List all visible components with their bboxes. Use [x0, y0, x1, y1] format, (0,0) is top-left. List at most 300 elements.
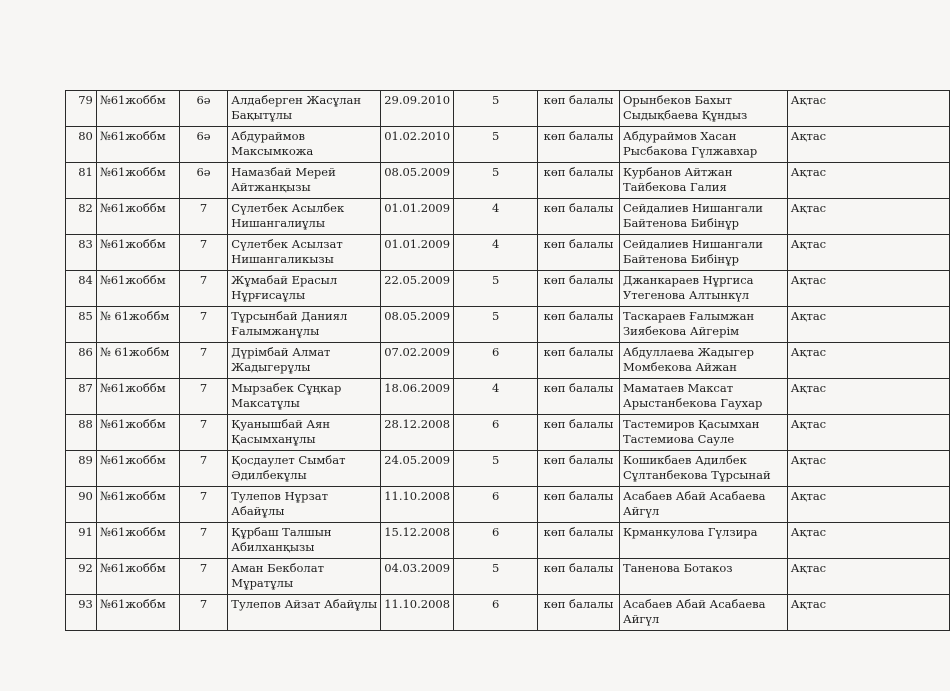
school-text: №61жоббм — [99, 561, 166, 575]
birth-date-cell — [381, 523, 454, 559]
student-name-text: Тұрсынбай Даниял — [231, 309, 348, 323]
grade-cell — [179, 271, 228, 307]
family-status-text: көп балалы — [543, 381, 614, 395]
family-status-cell — [538, 595, 620, 631]
children-count-text: 5 — [491, 93, 500, 107]
region-text: Ақтас — [790, 165, 827, 179]
children-count-cell — [454, 523, 538, 559]
region-cell — [787, 91, 949, 127]
children-count-cell — [454, 163, 538, 199]
row-number — [66, 415, 97, 451]
table-row — [66, 235, 950, 271]
family-status-cell — [538, 307, 620, 343]
region-text: Ақтас — [790, 345, 827, 359]
children-count-text: 6 — [491, 597, 500, 611]
school-text: №61жоббм — [99, 417, 166, 431]
table-row — [66, 379, 950, 415]
region-text: Ақтас — [790, 525, 827, 539]
family-status-cell — [538, 523, 620, 559]
birth-date-text: 15.12.2008 — [384, 525, 451, 539]
student-name-text: Алдаберген Жасұлан — [231, 93, 362, 107]
student-name-text: Мырзабек Сұңкар — [231, 381, 342, 395]
student-name-text: Нишангаликызы — [231, 252, 334, 266]
row-number-text: 91 — [78, 525, 93, 539]
school-cell — [96, 163, 179, 199]
parents-text: Айгүл — [623, 504, 660, 518]
student-name-text: Құрбаш Талшын — [231, 525, 332, 539]
region-text: Ақтас — [790, 597, 827, 611]
grade-text: 7 — [199, 201, 208, 215]
region-cell — [787, 127, 949, 163]
student-name-text: Сүлетбек Асылзат — [231, 237, 343, 251]
school-text: №61жоббм — [99, 597, 166, 611]
grade-cell — [179, 91, 228, 127]
row-number — [66, 199, 97, 235]
school-text: № 61жоббм — [99, 309, 170, 323]
birth-date-cell — [381, 235, 454, 271]
family-status-text: көп балалы — [543, 201, 614, 215]
grade-text: 7 — [199, 309, 208, 323]
table-row — [66, 487, 950, 523]
table-row — [66, 163, 950, 199]
region-cell — [787, 199, 949, 235]
grade-text: 7 — [199, 597, 208, 611]
parents-text: Рысбакова Гүлжавхар — [623, 144, 758, 158]
region-text: Ақтас — [790, 201, 827, 215]
grade-cell — [179, 199, 228, 235]
row-number — [66, 127, 97, 163]
region-cell — [787, 559, 949, 595]
grade-text: 7 — [199, 489, 208, 503]
grade-text: 7 — [199, 525, 208, 539]
birth-date-text: 24.05.2009 — [384, 453, 451, 467]
table-row — [66, 559, 950, 595]
school-cell — [96, 91, 179, 127]
birth-date-cell — [381, 91, 454, 127]
parents-text: Орынбеков Бахыт — [623, 93, 732, 107]
family-status-cell — [538, 451, 620, 487]
region-text: Ақтас — [790, 489, 827, 503]
family-status-text: көп балалы — [543, 525, 614, 539]
parents-text: Тайбекова Галия — [623, 180, 727, 194]
row-number-text: 92 — [78, 561, 93, 575]
region-cell — [787, 379, 949, 415]
school-cell — [96, 379, 179, 415]
students-table-body — [66, 91, 950, 631]
region-text: Ақтас — [790, 237, 827, 251]
school-text: №61жоббм — [99, 489, 166, 503]
school-text: №61жоббм — [99, 237, 166, 251]
family-status-text: көп балалы — [543, 597, 614, 611]
parents-text: Сұлтанбекова Тұрсынай — [623, 468, 771, 482]
birth-date-cell — [381, 379, 454, 415]
school-cell — [96, 271, 179, 307]
birth-date-text: 29.09.2010 — [384, 93, 451, 107]
family-status-text: көп балалы — [543, 309, 614, 323]
birth-date-cell — [381, 415, 454, 451]
children-count-cell — [454, 199, 538, 235]
region-cell — [787, 415, 949, 451]
region-text: Ақтас — [790, 273, 827, 287]
parents-cell — [620, 559, 788, 595]
student-name-text: Дүрімбай Алмат — [231, 345, 331, 359]
row-number — [66, 595, 97, 631]
grade-cell — [179, 559, 228, 595]
grade-text: 7 — [199, 417, 208, 431]
family-status-text: көп балалы — [543, 129, 614, 143]
family-status-cell — [538, 487, 620, 523]
children-count-cell — [454, 91, 538, 127]
birth-date-cell — [381, 127, 454, 163]
region-text: Ақтас — [790, 561, 827, 575]
parents-cell — [620, 487, 788, 523]
parents-cell — [620, 127, 788, 163]
children-count-text: 6 — [491, 525, 500, 539]
parents-cell — [620, 595, 788, 631]
student-name-text: Намазбай Мерей — [231, 165, 336, 179]
children-count-text: 6 — [491, 489, 500, 503]
student-name-cell — [228, 559, 381, 595]
parents-cell — [620, 451, 788, 487]
grade-text: 7 — [199, 273, 208, 287]
school-cell — [96, 451, 179, 487]
school-cell — [96, 343, 179, 379]
row-number — [66, 451, 97, 487]
student-name-text: Ғалымжанұлы — [231, 324, 320, 338]
student-name-text: Қосдаулет Сымбат — [231, 453, 346, 467]
row-number-text: 86 — [78, 345, 93, 359]
children-count-cell — [454, 559, 538, 595]
family-status-cell — [538, 559, 620, 595]
grade-cell — [179, 235, 228, 271]
region-text: Ақтас — [790, 309, 827, 323]
row-number-text: 88 — [78, 417, 93, 431]
region-cell — [787, 235, 949, 271]
grade-cell — [179, 343, 228, 379]
grade-text: 7 — [199, 381, 208, 395]
row-number — [66, 307, 97, 343]
row-number — [66, 235, 97, 271]
family-status-cell — [538, 91, 620, 127]
parents-text: Байтенова Бибінұр — [623, 252, 739, 266]
row-number-text: 82 — [78, 201, 93, 215]
family-status-text: көп балалы — [543, 165, 614, 179]
student-name-text: Абилханқызы — [231, 540, 315, 554]
school-text: №61жоббм — [99, 453, 166, 467]
school-cell — [96, 559, 179, 595]
grade-cell — [179, 163, 228, 199]
parents-text: Курбанов Айтжан — [623, 165, 733, 179]
school-cell — [96, 199, 179, 235]
school-cell — [96, 235, 179, 271]
student-name-cell — [228, 595, 381, 631]
parents-cell — [620, 235, 788, 271]
student-name-text: Жадыгерұлы — [231, 360, 311, 374]
row-number-text: 85 — [78, 309, 93, 323]
region-cell — [787, 163, 949, 199]
student-name-cell — [228, 199, 381, 235]
student-name-text: Жұмабай Ерасыл — [231, 273, 338, 287]
school-text: №61жоббм — [99, 525, 166, 539]
grade-cell — [179, 451, 228, 487]
children-count-cell — [454, 595, 538, 631]
region-text: Ақтас — [790, 417, 827, 431]
student-name-text: Әдилбекұлы — [231, 468, 307, 482]
grade-cell — [179, 595, 228, 631]
grade-text: 7 — [199, 237, 208, 251]
student-name-text: Нишангалиұлы — [231, 216, 326, 230]
student-name-text: Мұратұлы — [231, 576, 294, 590]
student-name-cell — [228, 235, 381, 271]
region-cell — [787, 343, 949, 379]
student-name-cell — [228, 343, 381, 379]
parents-text: Абдуллаева Жадыгер — [623, 345, 754, 359]
student-name-cell — [228, 163, 381, 199]
row-number — [66, 523, 97, 559]
table-row — [66, 307, 950, 343]
children-count-text: 5 — [491, 453, 500, 467]
family-status-cell — [538, 235, 620, 271]
family-status-cell — [538, 379, 620, 415]
table-row — [66, 343, 950, 379]
student-name-text: Абайұлы — [231, 504, 285, 518]
parents-text: Джанкараев Нұргиса — [623, 273, 754, 287]
children-count-cell — [454, 271, 538, 307]
table-row — [66, 127, 950, 163]
birth-date-cell — [381, 559, 454, 595]
parents-text: Таскараев Ғалымжан — [623, 309, 755, 323]
grade-text: 6ә — [196, 129, 211, 143]
parents-text: Кошикбаев Адилбек — [623, 453, 747, 467]
student-name-text: Тулепов Нұрзат — [231, 489, 328, 503]
birth-date-text: 28.12.2008 — [384, 417, 451, 431]
parents-text: Байтенова Бибінұр — [623, 216, 739, 230]
student-name-text: Максатұлы — [231, 396, 300, 410]
row-number-text: 89 — [78, 453, 93, 467]
table-row — [66, 91, 950, 127]
grade-text: 7 — [199, 561, 208, 575]
row-number-text: 84 — [78, 273, 93, 287]
parents-cell — [620, 523, 788, 559]
row-number — [66, 163, 97, 199]
parents-text: Зиябекова Айгерім — [623, 324, 740, 338]
parents-text: Тастемиров Қасымхан — [623, 417, 760, 431]
birth-date-text: 18.06.2009 — [384, 381, 451, 395]
grade-text: 7 — [199, 453, 208, 467]
family-status-text: көп балалы — [543, 93, 614, 107]
row-number — [66, 91, 97, 127]
student-name-cell — [228, 379, 381, 415]
parents-text: Тастемиова Сауле — [623, 432, 735, 446]
row-number — [66, 487, 97, 523]
parents-text: Крманкулова Гүлзира — [623, 525, 758, 539]
children-count-cell — [454, 415, 538, 451]
student-name-cell — [228, 271, 381, 307]
school-text: №61жоббм — [99, 129, 166, 143]
student-name-text: Сүлетбек Асылбек — [231, 201, 345, 215]
family-status-text: көп балалы — [543, 453, 614, 467]
birth-date-cell — [381, 451, 454, 487]
parents-text: Сыдықбаева Құндыз — [623, 108, 748, 122]
grade-cell — [179, 523, 228, 559]
student-name-cell — [228, 127, 381, 163]
family-status-text: көп балалы — [543, 237, 614, 251]
parents-text: Айгүл — [623, 612, 660, 626]
student-name-text: Максымкожа — [231, 144, 314, 158]
family-status-text: көп балалы — [543, 489, 614, 503]
family-status-cell — [538, 415, 620, 451]
region-cell — [787, 595, 949, 631]
grade-cell — [179, 487, 228, 523]
family-status-cell — [538, 343, 620, 379]
table-row — [66, 523, 950, 559]
student-name-cell — [228, 523, 381, 559]
row-number-text: 90 — [78, 489, 93, 503]
table-row — [66, 199, 950, 235]
family-status-text: көп балалы — [543, 561, 614, 575]
birth-date-text: 08.05.2009 — [384, 309, 451, 323]
region-cell — [787, 523, 949, 559]
birth-date-cell — [381, 271, 454, 307]
school-cell — [96, 487, 179, 523]
birth-date-cell — [381, 595, 454, 631]
children-count-text: 4 — [491, 201, 500, 215]
family-status-cell — [538, 271, 620, 307]
children-count-text: 6 — [491, 345, 500, 359]
birth-date-text: 11.10.2008 — [384, 597, 451, 611]
children-count-cell — [454, 451, 538, 487]
student-name-cell — [228, 487, 381, 523]
family-status-cell — [538, 127, 620, 163]
school-cell — [96, 127, 179, 163]
parents-text: Сейдалиев Нишангали — [623, 201, 763, 215]
students-table — [65, 90, 950, 631]
parents-cell — [620, 91, 788, 127]
grade-text: 6ә — [196, 165, 211, 179]
grade-cell — [179, 127, 228, 163]
parents-cell — [620, 379, 788, 415]
row-number-text: 79 — [78, 93, 93, 107]
birth-date-text: 11.10.2008 — [384, 489, 451, 503]
children-count-text: 5 — [491, 165, 500, 179]
region-text: Ақтас — [790, 453, 827, 467]
row-number-text: 81 — [78, 165, 93, 179]
children-count-cell — [454, 379, 538, 415]
row-number-text: 80 — [78, 129, 93, 143]
student-name-text: Бақытұлы — [231, 108, 293, 122]
table-row — [66, 271, 950, 307]
children-count-cell — [454, 307, 538, 343]
children-count-text: 5 — [491, 273, 500, 287]
student-name-text: Қуанышбай Аян — [231, 417, 331, 431]
row-number-text: 83 — [78, 237, 93, 251]
student-name-cell — [228, 451, 381, 487]
grade-text: 6ә — [196, 93, 211, 107]
student-name-text: Айтжанқызы — [231, 180, 311, 194]
school-cell — [96, 415, 179, 451]
student-name-cell — [228, 91, 381, 127]
school-text: №61жоббм — [99, 381, 166, 395]
row-number — [66, 343, 97, 379]
birth-date-cell — [381, 163, 454, 199]
parents-text: Сейдалиев Нишангали — [623, 237, 763, 251]
birth-date-text: 01.02.2010 — [384, 129, 451, 143]
parents-text: Утегенова Алтынкүл — [623, 288, 750, 302]
region-text: Ақтас — [790, 93, 827, 107]
grade-text: 7 — [199, 345, 208, 359]
family-status-cell — [538, 163, 620, 199]
student-name-text: Тулепов Айзат Абайұлы — [231, 597, 378, 611]
parents-cell — [620, 343, 788, 379]
grade-cell — [179, 379, 228, 415]
school-cell — [96, 595, 179, 631]
birth-date-cell — [381, 487, 454, 523]
parents-text: Арыстанбекова Гаухар — [623, 396, 763, 410]
parents-text: Асабаев Абай Асабаева — [623, 597, 766, 611]
birth-date-text: 01.01.2009 — [384, 237, 451, 251]
student-name-text: Аман Бекболат — [231, 561, 324, 575]
region-cell — [787, 271, 949, 307]
family-status-text: көп балалы — [543, 417, 614, 431]
family-status-cell — [538, 199, 620, 235]
birth-date-cell — [381, 199, 454, 235]
school-text: № 61жоббм — [99, 345, 170, 359]
student-name-text: Абдураймов — [231, 129, 306, 143]
birth-date-text: 07.02.2009 — [384, 345, 451, 359]
birth-date-cell — [381, 307, 454, 343]
children-count-cell — [454, 487, 538, 523]
region-text: Ақтас — [790, 129, 827, 143]
parents-text: Момбекова Айжан — [623, 360, 737, 374]
region-cell — [787, 487, 949, 523]
children-count-text: 6 — [491, 417, 500, 431]
birth-date-text: 22.05.2009 — [384, 273, 451, 287]
birth-date-text: 01.01.2009 — [384, 201, 451, 215]
row-number — [66, 271, 97, 307]
parents-cell — [620, 199, 788, 235]
birth-date-text: 08.05.2009 — [384, 165, 451, 179]
birth-date-text: 04.03.2009 — [384, 561, 451, 575]
region-cell — [787, 451, 949, 487]
school-cell — [96, 307, 179, 343]
parents-text: Абдураймов Хасан — [623, 129, 737, 143]
family-status-text: көп балалы — [543, 345, 614, 359]
children-count-cell — [454, 127, 538, 163]
children-count-cell — [454, 343, 538, 379]
children-count-text: 4 — [491, 237, 500, 251]
parents-cell — [620, 271, 788, 307]
parents-text: Маматаев Максат — [623, 381, 734, 395]
table-row — [66, 595, 950, 631]
student-name-cell — [228, 415, 381, 451]
school-text: №61жоббм — [99, 273, 166, 287]
student-name-cell — [228, 307, 381, 343]
school-text: №61жоббм — [99, 93, 166, 107]
children-count-cell — [454, 235, 538, 271]
parents-cell — [620, 307, 788, 343]
table-row — [66, 415, 950, 451]
children-count-text: 4 — [491, 381, 500, 395]
parents-cell — [620, 415, 788, 451]
parents-cell — [620, 163, 788, 199]
birth-date-cell — [381, 343, 454, 379]
row-number-text: 87 — [78, 381, 93, 395]
parents-text: Асабаев Абай Асабаева — [623, 489, 766, 503]
region-cell — [787, 307, 949, 343]
grade-cell — [179, 307, 228, 343]
row-number — [66, 379, 97, 415]
school-text: №61жоббм — [99, 165, 166, 179]
